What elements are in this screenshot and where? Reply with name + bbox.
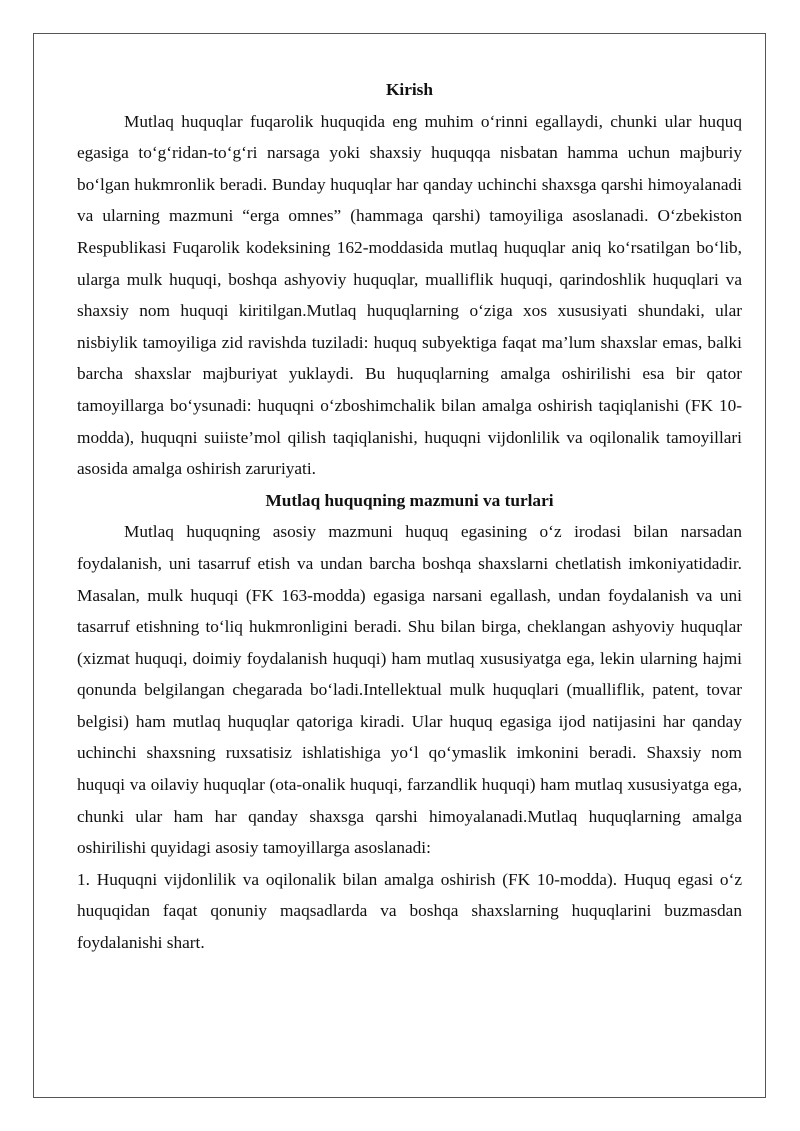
content-and-types-paragraph: Mutlaq huquqning asosiy mazmuni huquq egasining o‘z irodasi bilan narsadan foydalanish, uni tasarruf etish va undan barcha boshqa shaxslarni chetlatish imkoniyatidadir. Masalan, mulk huquqi (FK 163-modda) egasiga narsani egallash, undan foydalanish va uni tasarruf etishning to‘liq hukmronligini beradi. Shu bilan birga, cheklangan ashyoviy huquqlar (xizmat huquqi, doimiy foydalanish huquqi) ham mutlaq xususiyatga ega, lekin ularning hajmi qonunda belgilangan chegarada bo‘ladi.Intellektual mulk huquqlari (mualliflik, patent, tovar belgisi) ham mutlaq huquqlar qatoriga kiradi. Ular huquq egasiga ijod natijasini har qanday uchinchi shaxsning ruxsatisiz ishlatishiga yo‘l qo‘ymaslik imkonini beradi. Shaxsiy nom huquqi va oilaviy huquqlar (ota-onalik huquqi, farzandlik huquqi) ham mutlaq xususiyatga ega, chunki ular ham har qanday shaxsga qarshi himoyalanadi.Mutlaq huquqlarning amalga oshirilishi quyidagi asosiy tamoyillarga asoslanadi:	[77, 522, 742, 858]
principle-list-item-1: 1. Huquqni vijdonlilik va oqilonalik bilan amalga oshirish (FK 10-modda). Huquq egasi o‘z huquqidan faqat qonuniy maqsadlarda va boshqa shaxslarning huquqlarini buzmasdan foydalanishi shart.	[77, 869, 742, 953]
section-heading-introduction: Kirish	[385, 80, 434, 99]
document-body	[77, 74, 742, 959]
introduction-paragraph: Mutlaq huquqlar fuqarolik huquqida eng muhim o‘rinni egallaydi, chunki ular huquq egasiga to‘g‘ridan-to‘g‘ri narsaga yoki shaxsiy huquqqa nisbatan hamma uchun majburiy bo‘lgan hukmronlik beradi. Bunday huquqlar har qanday uchinchi shaxsga qarshi himoyalanadi va ularning mazmuni “erga omnes” (hammaga qarshi) tamoyiliga asoslanadi. O‘zbekiston Respublikasi Fuqarolik kodeksining 162-moddasida mutlaq huquqlar aniq ko‘rsatilgan bo‘lib, ularga mulk huquqi, boshqa ashyoviy huquqlar, mualliflik huquqi, qarindoshlik huquqlari va shaxsiy nom huquqi kiritilgan.Mutlaq huquqlarning o‘ziga xos xususiyati shundaki, ular nisbiylik tamoyiliga zid ravishda tuziladi: huquq subyektiga faqat ma’lum shaxslar emas, balki barcha shaxslar majburiyat yuklaydi. Bu huquqlarning amalga oshirilishi esa bir qator tamoyillarga bo‘ysunadi: huquqni o‘zboshimchalik bilan amalga oshirish taqiqlanishi (FK 10-modda), huquqni suiiste’mol qilish taqiqlanishi, huquqni vijdonlilik va oqilonalik tamoyillari asosida amalga oshirish zaruriyati.	[77, 111, 742, 479]
section-heading-content-and-types: Mutlaq huquqning mazmuni va turlari	[265, 490, 554, 510]
